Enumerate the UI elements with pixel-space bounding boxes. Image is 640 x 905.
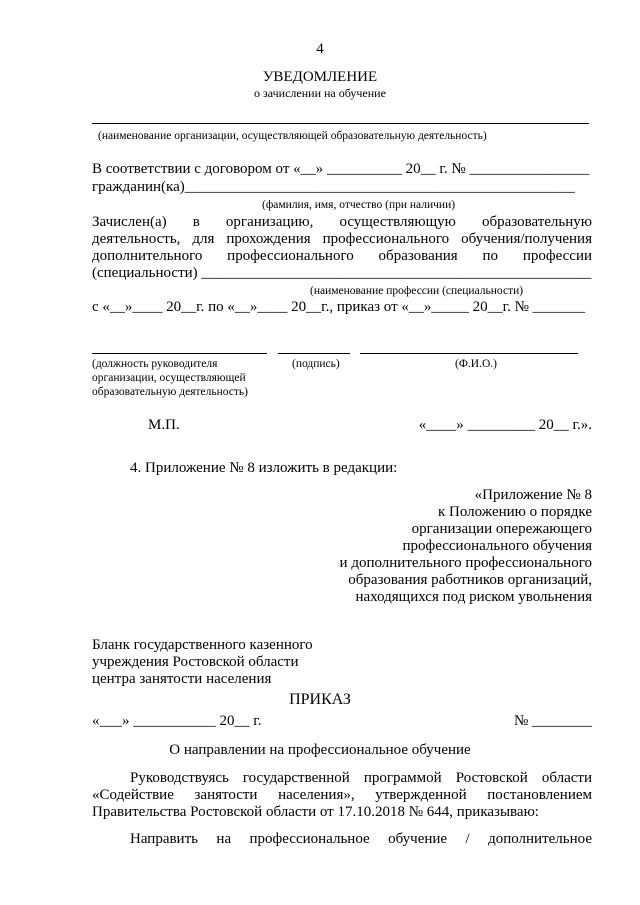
order-subject: О направлении на профессиональное обучение xyxy=(169,742,471,758)
order-number: № ________ xyxy=(513,713,592,729)
fio-line xyxy=(360,353,578,354)
org-name-line xyxy=(92,123,589,124)
order-para-line-2: «Содействие занятости населения», утвержденной постановлением xyxy=(92,787,592,803)
order-para-line-1: Руководствуясь государственной программой Ростовской области xyxy=(130,770,592,786)
appendix-line-3: организации опережающего xyxy=(411,521,592,537)
item-4: 4. Приложение № 8 изложить в редакции: xyxy=(130,460,398,476)
page-number: 4 xyxy=(316,41,324,57)
appendix-line-6: образования работников организаций, xyxy=(348,572,592,588)
notice-subtitle: о зачислении на обучение xyxy=(254,86,386,100)
position-line xyxy=(92,353,267,354)
appendix-line-1: «Приложение № 8 xyxy=(474,487,592,503)
appendix-line-7: находящихся под риском увольнения xyxy=(355,589,592,605)
notice-title: УВЕДОМЛЕНИЕ xyxy=(262,69,378,85)
signature-line xyxy=(278,353,350,354)
stamp-label: М.П. xyxy=(148,417,180,433)
blank-line-2: учреждения Ростовской области xyxy=(92,654,299,670)
enrolled-line-2: деятельность, для прохождения профессионального обучения/получения xyxy=(92,231,592,247)
order-date: «___» ___________ 20__ г. xyxy=(92,713,262,729)
appendix-line-4: профессионального обучения xyxy=(402,538,592,554)
enrolled-line-1: Зачислен(а) в организацию, осуществляющую образовательную xyxy=(92,214,592,230)
order-para-line-3: Правительства Ростовской области от 17.10.2018 № 644, приказываю: xyxy=(92,804,539,820)
sign-signature-caption: (подпись) xyxy=(292,358,340,370)
appendix-line-5: и дополнительного профессионального xyxy=(339,555,592,571)
sign-fio-caption: (Ф.И.О.) xyxy=(455,358,497,370)
sign-position-caption: (должность руководителя организации, осуществляющей образовательную деятельность) xyxy=(92,358,249,398)
profession-caption: (наименование профессии (специальности) xyxy=(310,285,524,297)
order-direct-line: Направить на профессиональное обучение / дополнительное xyxy=(130,831,592,847)
specialty-line: (специальности) ____________________________________________________ xyxy=(92,265,592,281)
stamp-date: «____» _________ 20__ г.». xyxy=(418,417,592,433)
citizen-line: гражданин(ка)____________________________________________________ xyxy=(92,179,575,195)
blank-line-3: центра занятости населения xyxy=(92,671,272,687)
enrolled-line-3: дополнительного профессионального образования по профессии xyxy=(92,248,592,264)
contract-line: В соответствии с договором от «__» __________ 20__ г. № ________________ xyxy=(92,161,590,177)
order-title: ПРИКАЗ xyxy=(289,691,351,708)
blank-line-1: Бланк государственного казенного xyxy=(92,637,313,653)
appendix-line-2: к Положению о порядке xyxy=(438,504,592,520)
fio-caption: (фамилия, имя, отчество (при наличии) xyxy=(262,199,456,211)
org-caption: (наименование организации, осуществляющей образовательную деятельность) xyxy=(98,130,487,142)
dates-line: с «__»____ 20__г. по «__»____ 20__г., приказ от «__»_____ 20__г. № _______ xyxy=(92,299,586,315)
